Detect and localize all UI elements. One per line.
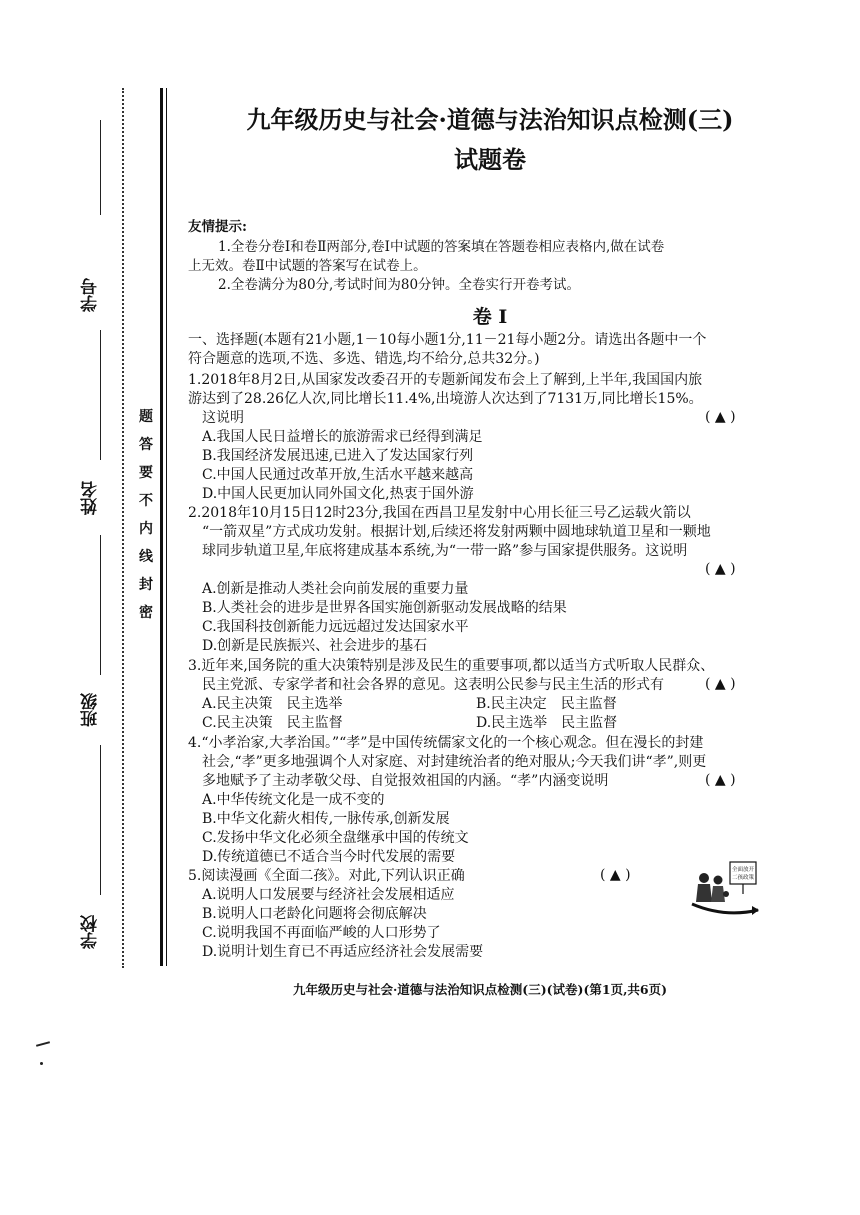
question-stem-line: 5.阅读漫画《全面二孩》。对此,下列认识正确 bbox=[188, 868, 465, 884]
question-stem-line: “一箭双星”方式成功发射。根据计划,后续还将发射两颗中圆地球轨道卫星和一颗地 bbox=[202, 524, 711, 540]
section-title: 卷 Ⅰ bbox=[472, 306, 508, 328]
option-a: A.中华传统文化是一成不变的 bbox=[202, 792, 385, 808]
question-stem-line: 社会,“孝”更多地强调个人对家庭、对封建统治者的绝对服从;今天我们讲“孝”,则更 bbox=[202, 754, 707, 770]
answer-paren: ( ▲ ) bbox=[705, 676, 736, 692]
name-label: 姓名 bbox=[81, 481, 101, 515]
option-b: B.说明人口老龄化问题将会彻底解决 bbox=[202, 906, 427, 922]
school-label: 学校 bbox=[81, 915, 101, 949]
scan-mark bbox=[40, 1062, 43, 1065]
class-line bbox=[100, 535, 101, 675]
answer-paren: ( ▲ ) bbox=[705, 561, 736, 577]
option-d: D.中国人民更加认同外国文化,热衷于国外游 bbox=[202, 486, 474, 502]
option-b: B.民主决定 民主监督 bbox=[476, 696, 617, 712]
cartoon-illustration bbox=[690, 860, 760, 920]
scan-mark bbox=[36, 1041, 50, 1047]
dotted-cut-line bbox=[122, 88, 124, 968]
notice-line-3: 2.全卷满分为80分,考试时间为80分钟。全卷实行开卷考试。 bbox=[218, 277, 581, 293]
notice-line-2: 上无效。卷Ⅱ中试题的答案写在试卷上。 bbox=[188, 258, 427, 274]
option-a: A.我国人民日益增长的旅游需求已经得到满足 bbox=[202, 429, 483, 445]
seal-char: 内 bbox=[139, 521, 153, 537]
question-stem-line: 游达到了28.26亿人次,同比增长11.4%,出境游人次达到了7131万,同比增长15%。 bbox=[188, 391, 703, 407]
option-b: B.中华文化薪火相传,一脉传承,创新发展 bbox=[202, 811, 450, 827]
seal-char: 题 bbox=[139, 409, 153, 425]
cartoon-sign-text-2: 二孩政策 bbox=[731, 875, 755, 881]
seal-char: 密 bbox=[139, 605, 153, 621]
student-id-line bbox=[100, 120, 101, 215]
student-id-label: 学号 bbox=[81, 278, 101, 312]
option-b: B.我国经济发展迅速,已进入了发达国家行列 bbox=[202, 448, 474, 464]
answer-paren: ( ▲ ) bbox=[705, 772, 736, 788]
class-label: 班级 bbox=[81, 693, 101, 727]
school-line bbox=[100, 745, 101, 895]
option-d: D.说明计划生育已不再适应经济社会发展需要 bbox=[202, 944, 484, 960]
seal-char: 要 bbox=[139, 465, 153, 481]
option-a: A.说明人口发展要与经济社会发展相适应 bbox=[202, 887, 455, 903]
option-c: C.民主决策 民主监督 bbox=[202, 715, 343, 731]
seal-char: 封 bbox=[139, 577, 153, 593]
binding-rule-thick bbox=[160, 88, 163, 966]
question-stem-line: 多地赋予了主动孝敬父母、自觉报效祖国的内涵。“孝”内涵变说明 bbox=[202, 773, 609, 789]
seal-char: 不 bbox=[139, 493, 153, 509]
name-line-upper bbox=[100, 330, 101, 460]
section-intro-1: 一、选择题(本题有21小题,1－10每小题1分,11－21每小题2分。请选出各题中一个 bbox=[188, 332, 707, 348]
question-stem-line: 1.2018年8月2日,从国家发改委召开的专题新闻发布会上了解到,上半年,我国国内旅 bbox=[188, 372, 703, 388]
seal-char: 答 bbox=[139, 437, 153, 453]
question-stem-line: 球同步轨道卫星,年底将建成基本系统,为“一带一路”参与国家提供服务。这说明 bbox=[202, 543, 688, 559]
answer-paren: ( ▲ ) bbox=[705, 409, 736, 425]
option-c: C.说明我国不再面临严峻的人口形势了 bbox=[202, 925, 441, 941]
option-c: C.中国人民通过改革开放,生活水平越来越高 bbox=[202, 467, 474, 483]
option-d: D.创新是民族振兴、社会进步的基石 bbox=[202, 638, 428, 654]
option-b: B.人类社会的进步是世界各国实施创新驱动发展战略的结果 bbox=[202, 600, 567, 616]
cartoon-sign-text-1: 全面放开 bbox=[731, 867, 755, 873]
seal-char: 线 bbox=[139, 549, 153, 565]
question-stem-line: 2.2018年10月15日12时23分,我国在西昌卫星发射中心用长征三号乙运载火箭以 bbox=[188, 505, 691, 521]
question-stem-line: 4.“小孝治家,大孝治国。”“孝”是中国传统儒家文化的一个核心观念。但在漫长的封建 bbox=[188, 735, 704, 751]
option-d: D.传统道德已不适合当今时代发展的需要 bbox=[202, 849, 456, 865]
option-a: A.民主决策 民主选举 bbox=[202, 696, 343, 712]
page-subtitle: 试题卷 bbox=[454, 145, 526, 174]
notice-heading: 友情提示: bbox=[188, 219, 247, 235]
question-stem-line: 民主党派、专家学者和社会各界的意见。这表明公民参与民主生活的形式有 bbox=[202, 677, 664, 693]
option-d: D.民主选举 民主监督 bbox=[476, 715, 618, 731]
option-c: C.发扬中华文化必须全盘继承中国的传统文 bbox=[202, 830, 469, 846]
question-stem-line: 这说明 bbox=[202, 410, 244, 426]
notice-line-1: 1.全卷分卷Ⅰ和卷Ⅱ两部分,卷Ⅰ中试题的答案填在答题卷相应表格内,做在试卷 bbox=[218, 239, 665, 255]
seal-notice bbox=[136, 406, 156, 630]
page-title: 九年级历史与社会·道德与法治知识点检测(三) bbox=[246, 105, 734, 134]
binding-rule-thin bbox=[166, 88, 167, 966]
answer-paren: ( ▲ ) bbox=[600, 867, 631, 883]
question-stem-line: 3.近年来,国务院的重大决策特别是涉及民生的重要事项,都以适当方式听取人民群众、 bbox=[188, 658, 715, 674]
option-a: A.创新是推动人类社会向前发展的重要力量 bbox=[202, 581, 469, 597]
page-footer: 九年级历史与社会·道德与法治知识点检测(三)(试卷)(第1页,共6页) bbox=[292, 982, 668, 997]
section-intro-2: 符合题意的选项,不选、多选、错选,均不给分,总共32分。) bbox=[188, 351, 540, 367]
option-c: C.我国科技创新能力远远超过发达国家水平 bbox=[202, 619, 469, 635]
